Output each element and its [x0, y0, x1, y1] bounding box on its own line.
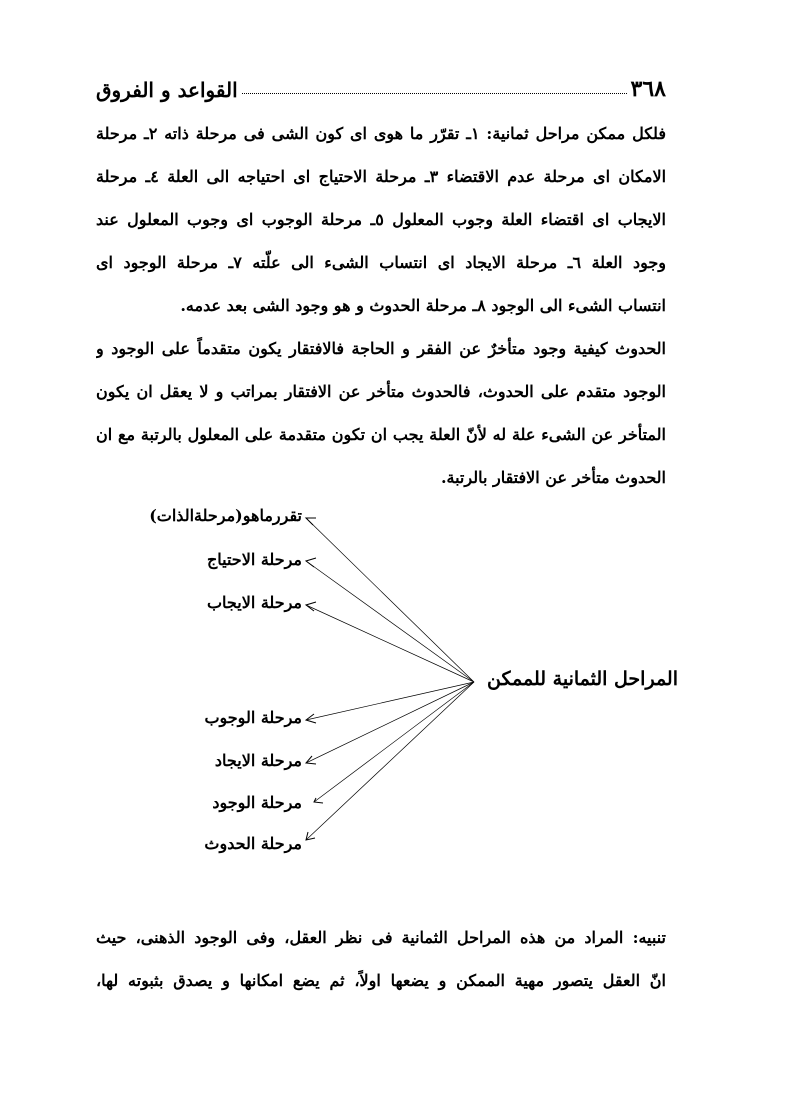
arrow-line — [306, 518, 474, 682]
paragraph-huduth — [96, 327, 666, 499]
arrow-head — [306, 756, 316, 764]
arrow-line — [306, 682, 474, 763]
stage-label: مرحلة الوجود — [212, 793, 302, 812]
stage-label: مرحلة الايجاب — [206, 593, 302, 612]
text-line: الامكان اى مرحلة عدم الاقتضاء ٣ـ مرحلة الاحتياج اى احتياجه الى العلة ٤ـ مرحلة — [96, 167, 666, 186]
text-line: تنبيه: المراد من هذه المراحل الثمانية فى نظر العقل، وفى الوجود الذهنى، حيث — [96, 928, 666, 947]
arrow-head — [306, 602, 316, 611]
diagram-center-label: المراحل الثمانية للممكن — [487, 668, 678, 690]
stage-label: مرحلة الوجوب — [204, 708, 302, 727]
text-line: الايجاب اى اقتضاء العلة وجوب المعلول ٥ـ مرحلة الوجوب اى وجوب المعلول عند — [96, 210, 666, 229]
page-header — [96, 66, 666, 102]
paragraph-note — [96, 916, 666, 1002]
running-title: القواعد و الفروق — [96, 78, 238, 102]
arrow-head — [306, 558, 316, 567]
arrow-line — [306, 561, 474, 682]
paragraph-stages — [96, 112, 666, 327]
page-number: ٣٦٨ — [630, 76, 666, 102]
arrow-line — [306, 605, 474, 682]
stage-label: مرحلة الايجاد — [214, 751, 302, 770]
stages-diagram — [149, 500, 680, 870]
stage-label: مرحلة الاحتياج — [206, 550, 302, 569]
stage-label: تقررماهو(مرحلةالذات) — [149, 506, 302, 525]
text-line: وجود العلة ٦ـ مرحلة الايجاد اى انتساب الشىء الى علّته ٧ـ مرحلة الوجود اى — [96, 253, 666, 272]
arrow-head — [306, 714, 316, 723]
arrow-line — [306, 682, 474, 840]
text-line: الحدوث كيفية وجود متأخرٌ عن الفقر و الحاجة فالافتقار يكون متقدماً على الوجود و — [96, 339, 666, 358]
text-line: الوجود متقدم على الحدوث، فالحدوث متأخر عن الافتقار بمراتب و لا يعقل ان يكون — [96, 382, 666, 401]
arrow-head — [306, 518, 316, 525]
text-line: فلكل ممكن مراحل ثمانية: ١ـ تقرّر ما هوى اى كون الشى فى مرحلة ذاته ٢ـ مرحلة — [96, 124, 666, 143]
header-dotted-rule — [242, 92, 627, 94]
stage-label: مرحلة الحدوث — [204, 834, 302, 853]
text-line: انتساب الشىء الى الوجود ٨ـ مرحلة الحدوث و هو وجود الشى بعد عدمه. — [180, 296, 666, 315]
text-line: انّ العقل يتصور مهية الممكن و يضعها اولاً، ثم يضع امكانها و يصدق بثبوته لها، — [96, 971, 666, 990]
text-line: الحدوث متأخر عن الافتقار بالرتبة. — [440, 468, 666, 487]
text-line: المتأخر عن الشىء علة له لأنّ العلة يجب ان تكون متقدمة على المعلول بالرتبة مع ان — [96, 425, 666, 444]
